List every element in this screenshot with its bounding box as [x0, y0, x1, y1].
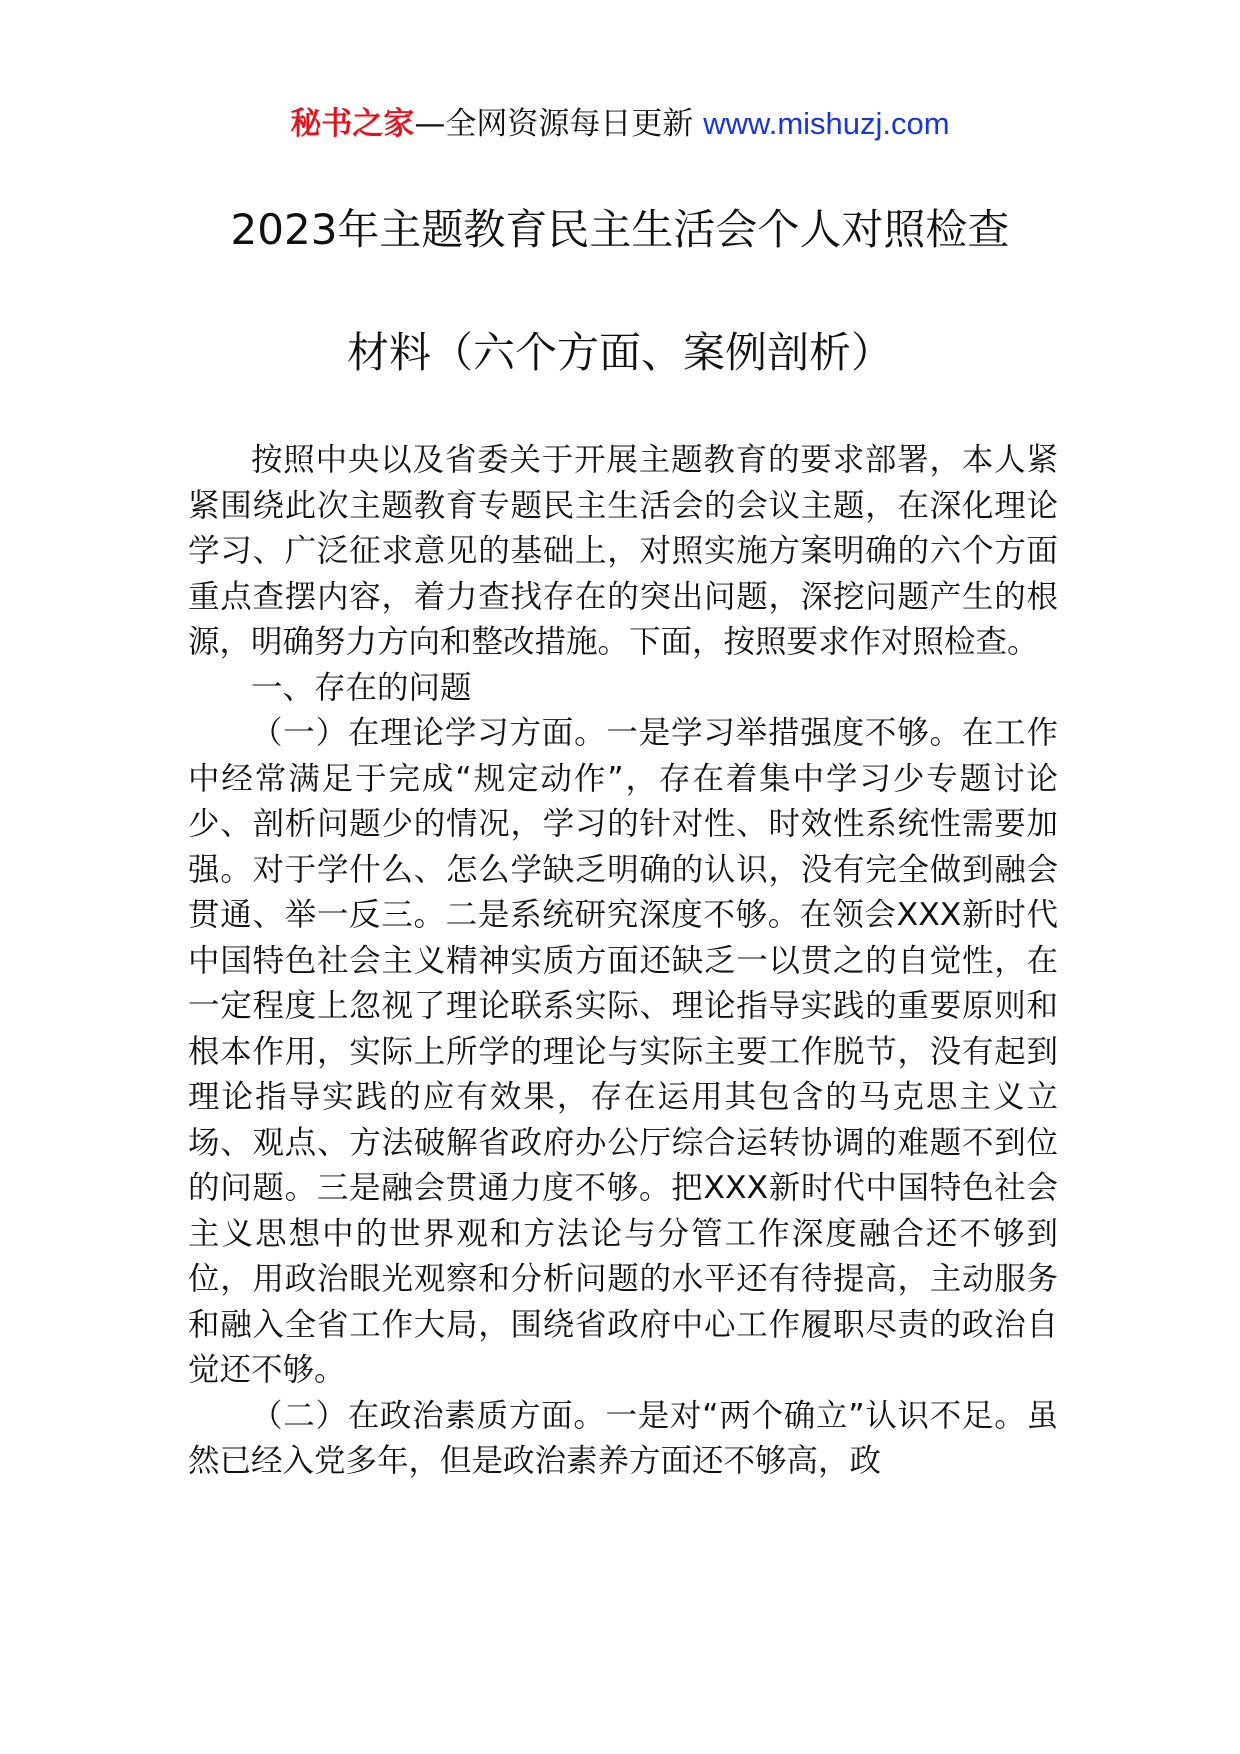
body-paragraph-theory-study: （一）在理论学习方面。一是学习举措强度不够。在工作中经常满足于完成“规定动作”，存在着集中学习少专题讨论少、剖析问题少的情况，学习的针对性、时效性系统性需要加强。对于学什么、怎么学缺乏明确的认识，没有完全做到融会贯通、举一反三。二是系统研究深度不够。在领会XXX新时代中国特色社会主义精神实质方面还缺乏一以贯之的自觉性，在一定程度上忽视了理论联系实际、理论指导实践的重要原则和根本作用，实际上所学的理论与实际主要工作脱节，没有起到理论指导实践的应有效果，存在运用其包含的马克思主义立场、观点、方法破解省政府办公厅综合运转协调的难题不到位的问题。三是融会贯通力度不够。把XXX新时代中国特色社会主义思想中的世界观和方法论与分管工作深度融合还不够到位，用政治眼光观察和分析问题的水平还有待提高，主动服务和融入全省工作大局，围绕省政府中心工作履职尽责的政治自觉还不够。: [188, 715, 1058, 1388]
body-paragraph-intro: 按照中央以及省委关于开展主题教育的要求部署，本人紧紧围绕此次主题教育专题民主生活会的会议主题，在深化理论学习、广泛征求意见的基础上，对照实施方案明确的六个方面重点查摆内容，着力查找存在的突出问题，深挖问题产生的根源，明确努力方向和整改措施。下面，按照要求作对照检查。: [188, 442, 1058, 660]
body-paragraph-political-quality: （二）在政治素质方面。一是对“两个确立”认识不足。虽然已经入党多年，但是政治素养方面还不够高，政: [188, 1397, 1058, 1479]
header-brand: 秘书之家: [290, 106, 415, 142]
page-header: [0, 100, 1240, 148]
header-slogan: —全网资源每日更新: [414, 106, 694, 142]
document-title-line-1: 2023年主题教育民主生活会个人对照检查: [230, 205, 1010, 254]
document-body: [188, 438, 1058, 1485]
header-url-link[interactable]: www.mishuzj.com: [703, 106, 950, 141]
section-heading-problems: 一、存在的问题: [251, 669, 472, 706]
document-title-line-2: 材料（六个方面、案例剖析）: [346, 328, 893, 377]
